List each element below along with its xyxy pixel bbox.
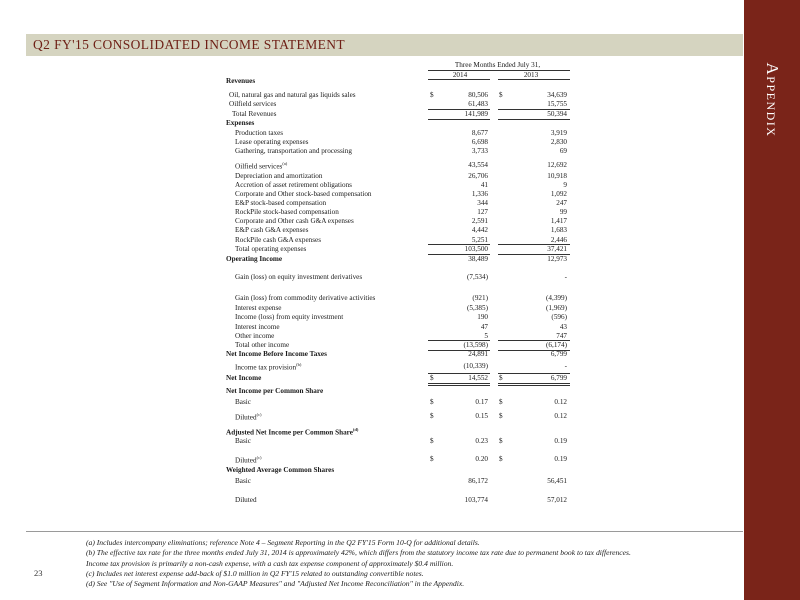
value-2014: (921) [472, 294, 488, 302]
subtotal-rule [498, 109, 570, 110]
row-label: Expenses [226, 119, 255, 127]
value-2014: 1,336 [471, 190, 488, 198]
net-income-double-rule [498, 383, 570, 386]
row-label: Production taxes [235, 129, 284, 137]
value-2014: (5,385) [467, 304, 488, 312]
row-label: Oilfield services [229, 100, 277, 108]
value-2013: 1,683 [550, 226, 567, 234]
value-2014: 103,774 [464, 496, 488, 504]
value-2014: 41 [480, 181, 488, 189]
row-label: Total other income [235, 341, 290, 349]
value-2014: 26,706 [468, 172, 488, 180]
currency-symbol: $ [430, 91, 434, 99]
row-label: Income tax provision$^{(b)}$ [235, 362, 302, 372]
value-2013: 247 [556, 199, 567, 207]
row-label: Net Income per Common Share [226, 387, 324, 395]
value-2013: (1,969) [546, 304, 567, 312]
subtotal-rule [428, 109, 490, 110]
row-label: Basic [235, 437, 251, 445]
value-2014: 38,489 [468, 255, 488, 263]
value-2013: (4,399) [546, 294, 567, 302]
footnote-c: (c) Includes net interest expense add-back of $1.0 million in Q2 FY'15 related to outstanding convertible notes. [86, 568, 424, 578]
value-2013: - [564, 273, 567, 281]
row-label: Diluted [235, 496, 257, 504]
currency-symbol: $ [499, 91, 503, 99]
column-header-2014: 2014 [452, 71, 468, 79]
value-2013: 12,692 [547, 161, 567, 169]
value-2014: 43,554 [468, 161, 488, 169]
value-2014: 61,483 [468, 100, 488, 108]
row-label: Basic [235, 398, 251, 406]
value-2013: 99 [559, 208, 567, 216]
currency-symbol: $ [430, 412, 434, 420]
total-rule [498, 119, 570, 120]
value-2014: 344 [477, 199, 488, 207]
value-2014: 0.15 [475, 412, 488, 420]
currency-symbol: $ [430, 374, 434, 382]
value-2014: 47 [480, 323, 488, 331]
row-label: Gain (loss) from commodity derivative activities [235, 294, 376, 302]
currency-symbol: $ [499, 398, 503, 406]
currency-symbol: $ [430, 398, 434, 406]
value-2013: 12,973 [547, 255, 567, 263]
value-2014: 4,442 [471, 226, 488, 234]
currency-symbol: $ [499, 437, 503, 445]
value-2014: 8,677 [471, 129, 488, 137]
column-header-2013: 2013 [523, 71, 539, 79]
value-2013: 6,799 [550, 374, 567, 382]
currency-symbol: $ [499, 455, 503, 463]
value-2014: 0.17 [475, 398, 488, 406]
value-2013: 2,446 [550, 236, 567, 244]
row-label: Gain (loss) on equity investment derivatives [235, 273, 363, 281]
value-2013: 1,092 [550, 190, 567, 198]
period-header: Three Months Ended July 31, [454, 61, 541, 69]
subtotal-rule [498, 340, 570, 341]
row-label: E&P cash G&A expenses [235, 226, 309, 234]
row-label: Corporate and Other cash G&A expenses [235, 217, 354, 225]
row-label: Total Revenues [232, 110, 277, 118]
value-2013: - [564, 362, 567, 370]
value-2014: 5,251 [471, 236, 488, 244]
row-label: Oilfield services$^{(a)}$ [235, 161, 288, 171]
footnote-a: (a) Includes intercompany eliminations; reference Note 4 – Segment Reporting in the Q2 FY'15 Form 10-Q for additional details. [86, 538, 480, 547]
footnote-marker: (c) [256, 455, 262, 460]
value-2013: 0.19 [554, 455, 567, 463]
value-2013: 37,421 [547, 245, 567, 253]
row-label: Weighted Average Common Shares [226, 466, 335, 474]
row-label: Total operating expenses [235, 245, 307, 253]
value-2014: 6,698 [471, 138, 488, 146]
row-label: Gathering, transportation and processing [235, 147, 352, 155]
value-2013: 10,918 [547, 172, 567, 180]
value-2013: 34,639 [547, 91, 567, 99]
value-2013: 6,799 [550, 350, 567, 358]
value-2014: 0.23 [475, 437, 488, 445]
currency-symbol: $ [430, 437, 434, 445]
page-number: 23 [34, 568, 43, 578]
total-rule [428, 119, 490, 120]
row-label: RockPile stock-based compensation [235, 208, 339, 216]
value-2014: 14,552 [468, 374, 488, 382]
value-2013: (6,174) [546, 341, 567, 349]
row-label: Adjusted Net Income per Common Share$^{(d)}$ [226, 427, 359, 437]
value-2013: 56,451 [547, 477, 567, 485]
row-label: Diluted$^{(c)}$ [235, 455, 262, 465]
value-2013: 9 [563, 181, 567, 189]
row-label: Interest income [235, 323, 280, 331]
footnotes [86, 538, 736, 589]
value-2014: (10,339) [463, 362, 488, 370]
value-2013: 69 [559, 147, 567, 155]
value-2014: 190 [477, 313, 488, 321]
footnote-b: (b) The effective tax rate for the three months ended July 31, 2014 is approximately 42%, which differs from the statutory income tax rate due to permanent book to tax differences. [86, 548, 631, 558]
column-header-rule [498, 79, 570, 80]
currency-symbol: $ [430, 455, 434, 463]
footnote-b-continued: Income tax provision is primarily a non-cash expense, with a cash tax expense component of approximately $0.4 million. [86, 558, 454, 568]
footnote-marker: (d) [352, 427, 359, 432]
subtotal-rule [428, 244, 490, 245]
subtotal-rule [428, 373, 490, 374]
value-2013: 747 [556, 332, 567, 340]
row-label: Net Income Before Income Taxes [226, 350, 327, 358]
value-2014: 3,733 [471, 147, 488, 155]
value-2014: 24,891 [468, 350, 488, 358]
value-2014: 5 [484, 332, 488, 340]
footnote-marker: (c) [256, 412, 262, 417]
value-2013: 15,755 [547, 100, 567, 108]
value-2013: 1,417 [550, 217, 567, 225]
subtotal-rule [428, 340, 490, 341]
appendix-label: Appendix [763, 62, 782, 138]
row-label: Corporate and Other stock-based compensation [235, 190, 372, 198]
value-2013: 50,394 [547, 110, 567, 118]
row-label: Other income [235, 332, 275, 340]
value-2014: 80,506 [468, 91, 488, 99]
value-2013: 0.19 [554, 437, 567, 445]
value-2014: 2,591 [471, 217, 488, 225]
row-label: Operating Income [226, 255, 283, 263]
footnote-divider [26, 531, 743, 532]
value-2013: 2,830 [550, 138, 567, 146]
page-title: Q2 FY'15 CONSOLIDATED INCOME STATEMENT [33, 37, 346, 52]
row-label: Interest expense [235, 304, 282, 312]
footnote-marker: (b) [296, 362, 302, 367]
row-label: Depreciation and amortization [235, 172, 323, 180]
value-2013: 57,012 [547, 496, 567, 504]
value-2013: (596) [551, 313, 567, 321]
row-label: Net Income [226, 374, 262, 382]
value-2013: 0.12 [554, 412, 567, 420]
subtotal-rule [498, 244, 570, 245]
value-2014: 86,172 [468, 477, 488, 485]
row-label: Basic [235, 477, 251, 485]
value-2014: 127 [477, 208, 488, 216]
row-label: Diluted$^{(c)}$ [235, 412, 262, 422]
value-2014: (7,534) [467, 273, 488, 281]
footnote-marker: (a) [282, 161, 288, 166]
row-label: E&P stock-based compensation [235, 199, 327, 207]
value-2013: 0.12 [554, 398, 567, 406]
row-label: Accretion of asset retirement obligations [235, 181, 352, 189]
column-header-rule [428, 79, 490, 80]
subtotal-rule [498, 373, 570, 374]
footnote-d: (d) See "Use of Segment Information and Non-GAAP Measures" and "Adjusted Net Income Reconciliation" in the Appendix. [86, 579, 465, 589]
currency-symbol: $ [499, 412, 503, 420]
row-label: RockPile cash G&A expenses [235, 236, 322, 244]
value-2014: (13,598) [463, 341, 488, 349]
value-2014: 0.20 [475, 455, 488, 463]
row-label: Lease operating expenses [235, 138, 309, 146]
value-2014: 141,989 [464, 110, 488, 118]
row-label: Income (loss) from equity investment [235, 313, 344, 321]
value-2014: 103,500 [464, 245, 488, 253]
value-2013: 3,919 [550, 129, 567, 137]
currency-symbol: $ [499, 374, 503, 382]
row-label: Revenues [226, 77, 256, 85]
value-2013: 43 [559, 323, 567, 331]
net-income-double-rule [428, 383, 490, 386]
row-label: Oil, natural gas and natural gas liquids sales [229, 91, 356, 99]
